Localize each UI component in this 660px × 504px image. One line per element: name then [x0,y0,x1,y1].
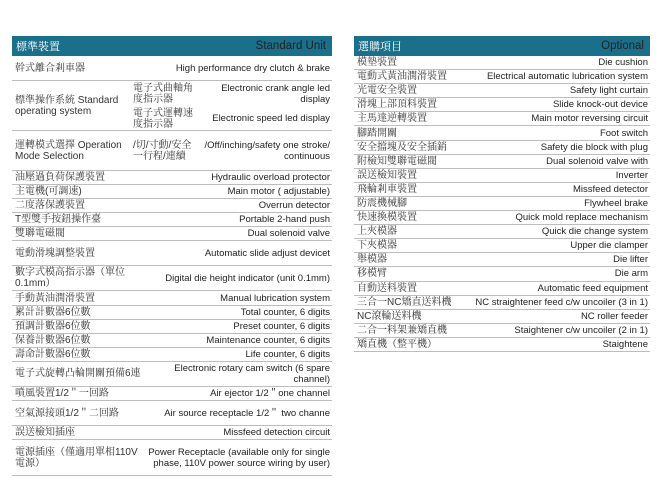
header-en: Standard Unit [255,40,326,52]
operating-system-group [12,81,332,131]
row-label-en: Upper die clamper [570,240,648,252]
table-row [12,291,332,305]
row-label-en: Staightener c/w uncoiler (2 in 1) [514,324,648,336]
table-row [354,310,650,324]
table-row [354,282,650,296]
group-item-en: /Off/inching/safety one stroke/ continuous [204,139,330,162]
header-zh: 標準裝置 [16,41,60,53]
row-label-zh: 移模臂 [357,268,387,280]
table-row [12,440,332,476]
table-row [354,56,650,70]
table-row [12,348,332,362]
row-label-zh: 安全擋塊及安全插銷 [357,141,447,153]
table-row [12,426,332,440]
row-label-en: Quick die change system [541,226,648,238]
row-label-zh: 光電安全裝置 [357,85,417,97]
row-label-en: Maintenance counter, 6 digits [206,334,330,346]
row-label-en: Slide knock-out device [552,99,648,111]
row-label-en: NC roller feeder [580,310,648,322]
row-label-zh: 模墊裝置 [357,57,397,69]
row-label-zh: 上夾模器 [357,226,397,238]
table-row [354,98,650,112]
row-label-en: Total counter, 6 digits [240,306,330,318]
header-en: Optional [601,40,644,52]
row-label-en: Die cushion [598,57,648,69]
row-label-zh: 幹式離合剎車器 [15,62,85,74]
row-label-zh: 自動送料裝置 [357,282,417,294]
table-row [354,267,650,281]
group-label: 標準操作系統 Standard operating system [15,94,119,117]
row-label-zh: 主電機(可調速) [15,186,82,198]
row-label-zh: 保養計數器6位數 [15,334,91,346]
standard-unit-header [12,36,332,56]
header-zh: 選購項目 [358,41,402,53]
table-row [12,199,332,213]
row-label-en: Air source receptacle 1/2＂ two channe [164,407,330,419]
row-label-en: Safety light curtain [569,85,648,97]
row-label-en: Automatic slide adjust devicet [204,247,330,259]
operation-mode-group [12,131,332,171]
table-row [12,185,332,199]
row-label-en: Automatic feed equipment [537,282,648,294]
group-label: 運轉模式選擇 Operation Mode Selection [15,139,122,162]
row-label-en: Safety die block with plug [540,141,648,153]
row-label-en: Dual solenoid valve [247,228,330,240]
row-label-zh: 數字式模高指示器（單位0.1mm） [15,267,125,290]
table-row [354,239,650,253]
table-row [354,169,650,183]
row-label-zh: 噴風裝置1/2＂一回路 [15,387,109,399]
row-label-zh: 電動式黃油潤滑裝置 [357,71,447,83]
row-label-zh: 防震機械腳 [357,197,407,209]
group-item-zh: 電子式曲軸角度指示器 [133,82,193,105]
table-row [354,197,650,211]
row-label-en: Life counter, 6 digits [245,348,330,360]
group-item-en: Electronic speed led display [212,113,330,124]
row-label-en: Missfeed detection circuit [223,427,330,439]
row-label-en: Missfeed detector [573,183,648,195]
row-label-en: Staightene [602,338,648,350]
row-label-en: NC straightener feed c/w uncoiler (3 in 1) [475,296,648,308]
table-row [12,213,332,227]
row-label-zh: 預調計數器6位數 [15,320,91,332]
table-row [354,338,650,352]
row-label-zh: 矯直機（整平機） [357,338,437,350]
row-label-en: Digital die height indicator (unit 0.1mm) [165,272,330,284]
row-label-zh: 附檢知雙聯電磁閥 [357,155,437,167]
row-label-zh: 誤送檢知插座 [15,427,75,439]
row-label-zh: 電源插座（僅適用單相110V電源） [15,446,138,469]
row-label-en: High performance dry clutch & brake [175,62,330,74]
row-label-zh: 油壓過負荷保護裝置 [15,172,105,184]
table-row [12,320,332,334]
row-label-en: Flywheel brake [584,197,648,209]
row-label-en: Portable 2-hand push [239,214,330,226]
row-label-zh: 滑塊上部頂料裝置 [357,99,437,111]
row-label-en: Preset counter, 6 digits [233,320,330,332]
row-label-zh: 誤送檢知裝置 [357,169,417,181]
row-label-zh: 累計計數器6位數 [15,306,91,318]
row-label-en: Quick mold replace mechanism [515,212,648,224]
standard-unit-table [12,36,332,476]
row-label-zh: 壽命計數器6位數 [15,348,91,360]
row-label-en: Die lifter [613,254,648,266]
table-row [354,155,650,169]
table-row [12,266,332,291]
table-row [12,401,332,426]
row-label-zh: NC滾輪送料機 [357,310,422,322]
table-row [354,225,650,239]
row-label-zh: 下夾模器 [357,240,397,252]
table-row [12,387,332,401]
row-label-en: Die arm [614,268,648,280]
row-label-en: Overrun detector [258,200,330,212]
row-label-zh: 電子式旋轉凸輪開關預備6連 [15,368,141,380]
table-row [354,211,650,225]
table-row [354,84,650,98]
table-row [12,306,332,320]
optional-table [354,36,650,352]
table-row [354,112,650,126]
row-label-zh: 舉模器 [357,254,387,266]
row-label-zh: 電動滑塊調整裝置 [15,247,95,259]
table-row [12,171,332,185]
row-label-en: Main motor reversing circuit [531,113,648,125]
table-row [354,324,650,338]
row-label-en: Manual lubrication system [220,292,330,304]
row-label-zh: 快速換模裝置 [357,212,417,224]
table-row [354,70,650,84]
table-row [12,227,332,241]
row-label-zh: 三合一NC矯直送料機 [357,296,452,308]
row-label-en: Foot switch [599,127,648,139]
optional-header [354,36,650,56]
row-label-en: Power Receptacle (available only for single phase, 110V power source wiring by user) [148,446,330,469]
table-row [12,56,332,81]
table-row [12,362,332,387]
row-label-en: Dual solenoid valve with [546,155,648,167]
group-item-zh: 電子式運轉速度指示器 [133,107,193,130]
row-label-en: Air ejector 1/2＂one channel [210,387,330,399]
table-row [354,126,650,140]
table-row [354,296,650,310]
row-label-en: Hydraulic overload protector [211,172,330,184]
row-label-zh: T型雙手按鈕操作臺 [15,214,102,226]
row-label-zh: 二合一料架兼矯直機 [357,324,447,336]
group-item-en: Electronic crank angle led display [221,82,330,105]
table-row [12,334,332,348]
table-row [354,183,650,197]
row-label-zh: 空氣源接頭1/2＂二回路 [15,407,119,419]
row-label-zh: 雙聯電磁閥 [15,228,65,240]
row-label-zh: 手動黃油潤滑裝置 [15,292,95,304]
group-item-zh: /切/寸動/安全一行程/連續 [133,139,192,162]
row-label-zh: 主馬達逆轉裝置 [357,113,427,125]
table-row [12,241,332,266]
row-label-zh: 腳踏開關 [357,127,397,139]
row-label-zh: 二度落保護裝置 [15,200,85,212]
row-label-en: Electrical automatic lubrication system [486,71,648,83]
table-row [354,141,650,155]
row-label-en: Inverter [615,169,648,181]
table-row [354,253,650,267]
row-label-zh: 飛輪剎車裝置 [357,183,417,195]
row-label-en: Main motor ( adjustable) [227,186,330,198]
row-label-en: Electronic rotary cam switch (6 spare channel) [174,362,330,385]
